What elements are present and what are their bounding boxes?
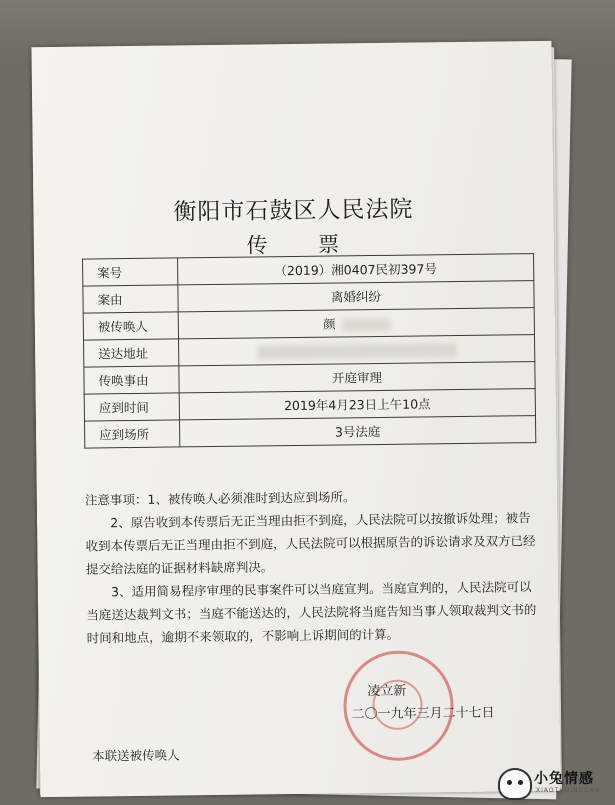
row-value: 开庭审理 <box>179 362 535 393</box>
copy-note: 本联送被传唤人 <box>92 747 180 764</box>
row-value: 2019年4月23日上午10点 <box>179 389 535 420</box>
row-value: 颜 <box>322 316 336 332</box>
notes-section <box>85 483 539 650</box>
watermark-name: 小兔情感 <box>534 771 594 787</box>
row-value-cell <box>179 335 535 366</box>
watermark <box>498 766 608 800</box>
summons-document <box>31 41 560 797</box>
row-label: 应到场所 <box>85 420 180 448</box>
watermark-sub: XIAOTUQINGGAN <box>536 787 601 794</box>
court-name: 衡阳市石鼓区人民法院 <box>173 196 414 226</box>
row-value: （2019）湘0407民初397号 <box>178 254 534 285</box>
issue-date: 二〇一九年三月二十七日 <box>351 705 495 723</box>
row-label: 案号 <box>83 258 178 286</box>
note-item: 2、原告收到本传票后无正当理由拒不到庭，人民法院可以按撤诉处理；被告收到本传票后无正当理由拒不到庭，人民法院可以根据原告的诉讼请求及双方已经提交给法庭的证据材料缺席判决。 <box>85 510 536 577</box>
row-value: 3号法庭 <box>180 416 536 447</box>
row-label: 传唤事由 <box>84 366 179 394</box>
redaction-blur <box>342 318 390 331</box>
row-label: 应到时间 <box>84 393 179 421</box>
redaction-blur <box>257 343 457 359</box>
document-type: 传 票 <box>246 232 362 258</box>
row-label: 案由 <box>83 285 178 313</box>
table-row <box>85 416 536 449</box>
row-value-cell <box>178 308 534 339</box>
row-label: 送达地址 <box>84 339 179 367</box>
judge-signature: 凌立新 <box>367 683 407 700</box>
summons-info-table <box>82 253 536 449</box>
rabbit-logo-icon <box>498 768 532 800</box>
note-item: 3、适用简易程序审理的民事案件可以当庭宣判。当庭宣判的，人民法院可以当庭送达裁判文书；当庭不能送达的，人民法院将当庭告知当事人领取裁判文书的时间和地点，逾期不来领取的，不影响上诉期间的计算。 <box>86 579 537 646</box>
row-value: 离婚纠纷 <box>178 281 534 312</box>
row-label: 被传唤人 <box>83 312 178 340</box>
note-item: 注意事项：1、被传唤人必须准时到达应到场所。 <box>84 489 356 508</box>
